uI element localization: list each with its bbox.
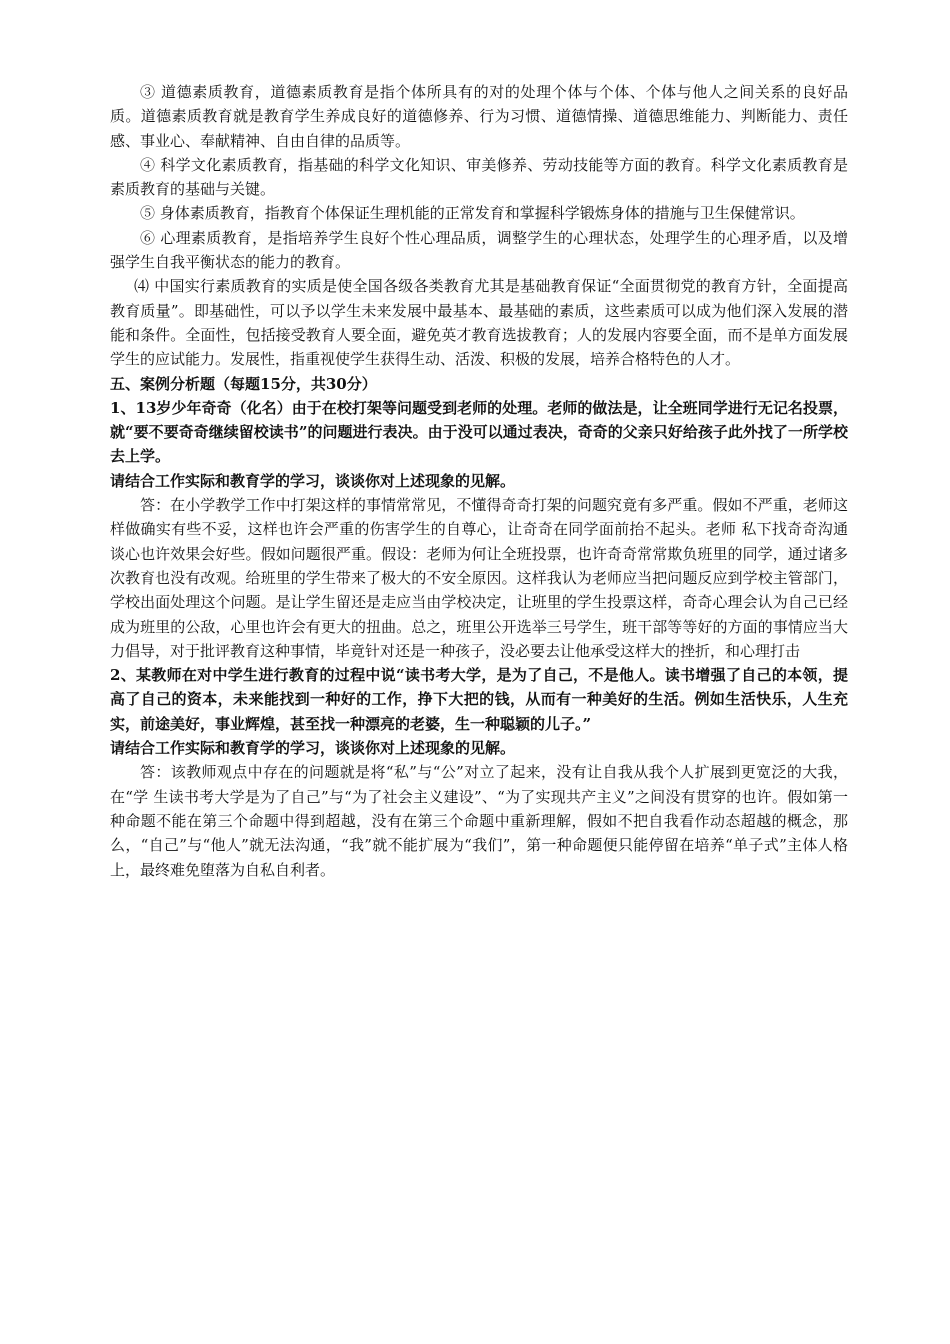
question-1-prompt: 请结合工作实际和教育学的学习，谈谈你对上述现象的见解。 [110, 471, 516, 490]
answer-2: 答：该教师观点中存在的问题就是将“私”与“公”对立了起来，没有让自我从我个人扩展到更宽泛的大我，在“学 生读书考大学是为了自己”与“为了社会主义建设”、“为了实现共产主义”之间没有贯穿的也许。假如第一种命题不能在第三个命题中得到超越，没有在第三个命题中重新理解，假如不把自我看作动态超越的概念，那么，“自己”与“他人”就无法沟通，“我”就不能扩展为“我们”，第一种命题便只能停留在培养“单子式”主体人格上，最终难免堕落为自私自利者。 [110, 763, 848, 879]
paragraph-physical-education: ⑤ 身体素质教育，指教育个体保证生理机能的正常发育和掌握科学锻炼身体的措施与卫生保健常识。 [140, 204, 805, 223]
question-2-prompt: 请结合工作实际和教育学的学习，谈谈你对上述现象的见解。 [110, 739, 516, 758]
section-heading-case-analysis: 五、案例分析题（每题15分，共30分） [110, 374, 377, 393]
paragraph-psychological-education: ⑥ 心理素质教育，是指培养学生良好个性心理品质，调整学生的心理状态，处理学生的心理矛盾，以及增强学生自我平衡状态的能力的教育。 [110, 228, 848, 272]
question-2: 2、某教师在对中学生进行教育的过程中说“读书考大学，是为了自己，不是他人。读书增强了自己的本领，提高了自己的资本，未来能找到一种好的工作，挣下大把的钱，从而有一种美好的生活。例如生活快乐，人生充实，前途美好，事业辉煌，甚至找一种漂亮的老婆，生一种聪颖的儿子。” [110, 666, 848, 733]
answer-1: 答：在小学教学工作中打架这样的事情常常见，不懂得奇奇打架的问题究竟有多严重。假如不严重，老师这样做确实有些不妥，这样也许会严重的伤害学生的自尊心，让奇奇在同学面前抬不起头。老师 私下找奇奇沟通谈心也许效果会好些。假如问题很严重。假设：老师为何让全班投票，也许奇奇常常欺负班里的同学，通过诸多次教育也没有改观。给班里的学生带来了极大的不安全原因。这样我认为老师应当把问题反应到学校主管部门，学校出面处理这个问题。是让学生留还是走应当由学校决定，让班里的学生投票这样，奇奇心理会认为自己已经成为班里的公敌，心里也许会有更大的扭曲。总之，班里公开选举三号学生，班干部等等好的方面的事情应当大力倡导，对于批评教育这种事情，毕竟针对还是一种孩子，没必要去让他承受这样大的挫折，和心理打击 [110, 496, 848, 660]
paragraph-quality-education-essence: ⑷ 中国实行素质教育的实质是使全国各级各类教育尤其是基础教育保证“全面贯彻党的教育方针，全面提高教育质量”。即基础性，可以予以学生未来发展中最基本、最基础的素质，这些素质可以成为他们深入发展的潜能和条件。全面性，包括接受教育人要全面，避免英才教育选拔教育；人的发展内容要全面，而不是单方面发展学生的应试能力。发展性，指重视使学生获得生动、活泼、积极的发展，培养合格特色的人才。 [110, 277, 848, 369]
paragraph-moral-education: ③ 道德素质教育，道德素质教育是指个体所具有的对的处理个体与个体、个体与他人之间关系的良好品质。道德素质教育就是教育学生养成良好的道德修养、行为习惯、道德情操、道德思维能力、判断能力、责任感、事业心、奉献精神、自由自律的品质等。 [110, 83, 848, 150]
question-1: 1、13岁少年奇奇（化名）由于在校打架等问题受到老师的处理。老师的做法是，让全班同学进行无记名投票，就“要不要奇奇继续留校读书”的问题进行表决。由于没可以通过表决，奇奇的父亲只好给孩子此外找了一所学校去上学。 [110, 398, 848, 466]
document-page [110, 80, 848, 882]
paragraph-science-culture-education: ④ 科学文化素质教育，指基础的科学文化知识、审美修养、劳动技能等方面的教育。科学文化素质教育是素质教育的基础与关键。 [110, 155, 848, 199]
